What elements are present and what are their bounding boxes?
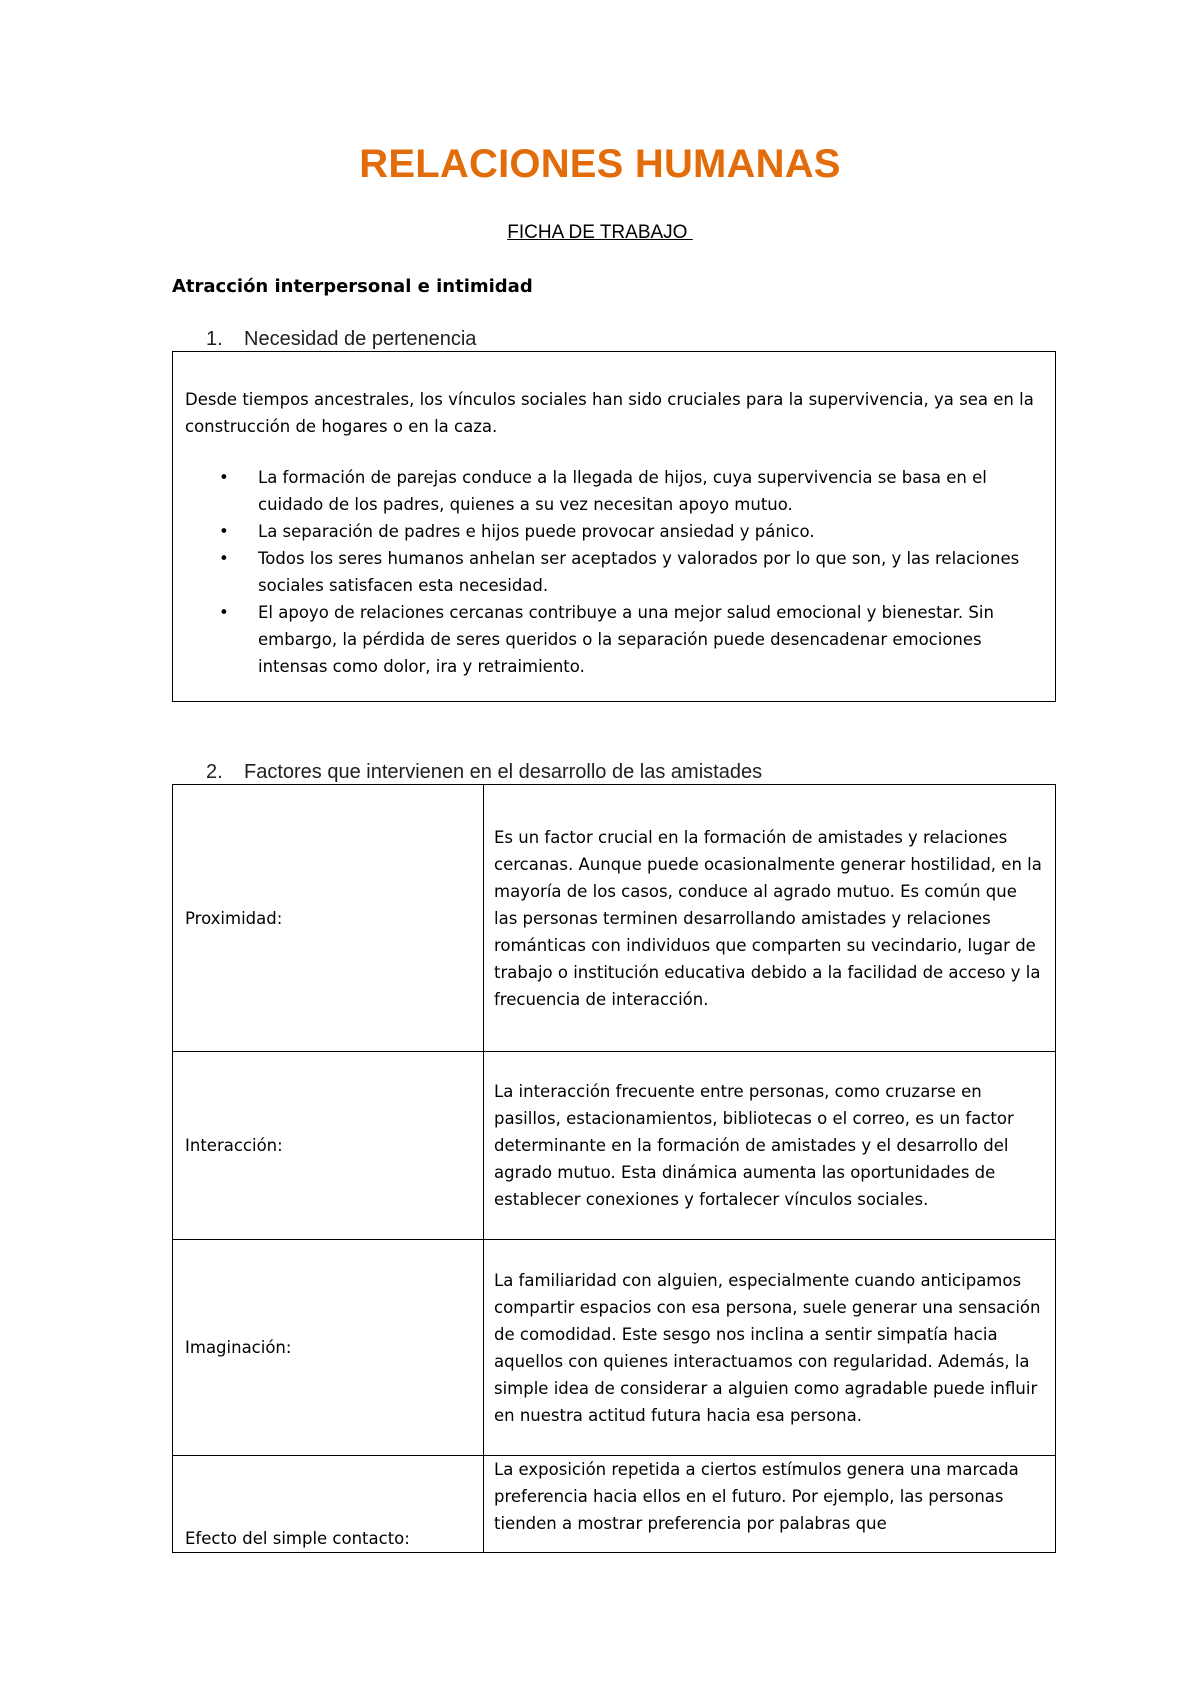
bullet-icon: • — [219, 549, 229, 568]
section1-number: 1. — [206, 328, 223, 350]
factor-label: Imaginación: — [173, 1240, 484, 1456]
factor-description: La interacción frecuente entre personas, como cruzarse en pasillos, estacionamientos, bibliotecas o el correo, es un factor determinante en la formación de amistades y el desarrollo del agrado mutuo. Esta dinámica aumenta las oportunidades de establecer conexiones y fortalecer vínculos sociales. — [484, 1052, 1056, 1240]
list-item — [185, 545, 1043, 599]
factor-description: La exposición repetida a ciertos estímulos genera una marcada preferencia hacia ellos en el futuro. Por ejemplo, las personas tienden a mostrar preferencia por palabras que — [484, 1456, 1056, 1553]
bullet-icon: • — [219, 603, 229, 622]
section1-box — [172, 351, 1056, 702]
factors-table — [172, 784, 1056, 1553]
subtitle-text: FICHA DE TRABAJO — [507, 222, 693, 243]
table-row — [173, 1456, 1056, 1553]
factor-label: Interacción: — [173, 1052, 484, 1240]
section1-heading — [206, 328, 476, 351]
document-title: RELACIONES HUMANAS — [359, 142, 841, 186]
section2-heading — [206, 761, 762, 784]
section1-intro: Desde tiempos ancestrales, los vínculos sociales han sido cruciales para la supervivencia, ya sea en la construcción de hogares o en la caza. — [185, 390, 1034, 436]
list-item — [185, 599, 1043, 680]
section1-bullet-list — [185, 464, 1043, 680]
section1-title: Necesidad de pertenencia — [244, 328, 477, 350]
document-subtitle — [0, 222, 1200, 244]
list-item-text: El apoyo de relaciones cercanas contribuye a una mejor salud emocional y bienestar. Sin embargo, la pérdida de seres queridos o la separación puede desencadenar emociones intensas como dolor, ira y retraimiento. — [258, 603, 994, 676]
factor-label: Proximidad: — [173, 785, 484, 1052]
table-row — [173, 1052, 1056, 1240]
bullet-icon: • — [219, 522, 229, 541]
list-item — [185, 464, 1043, 518]
table-row — [173, 785, 1056, 1052]
section-heading: Atracción interpersonal e intimidad — [172, 276, 533, 297]
list-item-text: La formación de parejas conduce a la llegada de hijos, cuya supervivencia se basa en el cuidado de los padres, quienes a su vez necesitan apoyo mutuo. — [258, 468, 987, 514]
factor-description: Es un factor crucial en la formación de amistades y relaciones cercanas. Aunque puede ocasionalmente generar hostilidad, en la mayoría de los casos, conduce al agrado mutuo. Es común que las personas terminen desarrollando amistades y relaciones románticas con individuos que comparten su vecindario, lugar de trabajo o institución educativa debido a la facilidad de acceso y la frecuencia de interacción. — [484, 785, 1056, 1052]
list-item — [185, 518, 1043, 545]
list-item-text: Todos los seres humanos anhelan ser aceptados y valorados por lo que son, y las relaciones sociales satisfacen esta necesidad. — [258, 549, 1020, 595]
table-row — [173, 1240, 1056, 1456]
section2-title: Factores que intervienen en el desarrollo de las amistades — [244, 761, 763, 783]
list-item-text: La separación de padres e hijos puede provocar ansiedad y pánico. — [258, 522, 815, 541]
factor-label: Efecto del simple contacto: — [173, 1456, 484, 1553]
factor-description: La familiaridad con alguien, especialmente cuando anticipamos compartir espacios con esa persona, suele generar una sensación de comodidad. Este sesgo nos inclina a sentir simpatía hacia aquellos con quienes interactuamos con regularidad. Además, la simple idea de considerar a alguien como agradable puede influir en nuestra actitud futura hacia esa persona. — [484, 1240, 1056, 1456]
section2-number: 2. — [206, 761, 223, 783]
bullet-icon: • — [219, 468, 229, 487]
